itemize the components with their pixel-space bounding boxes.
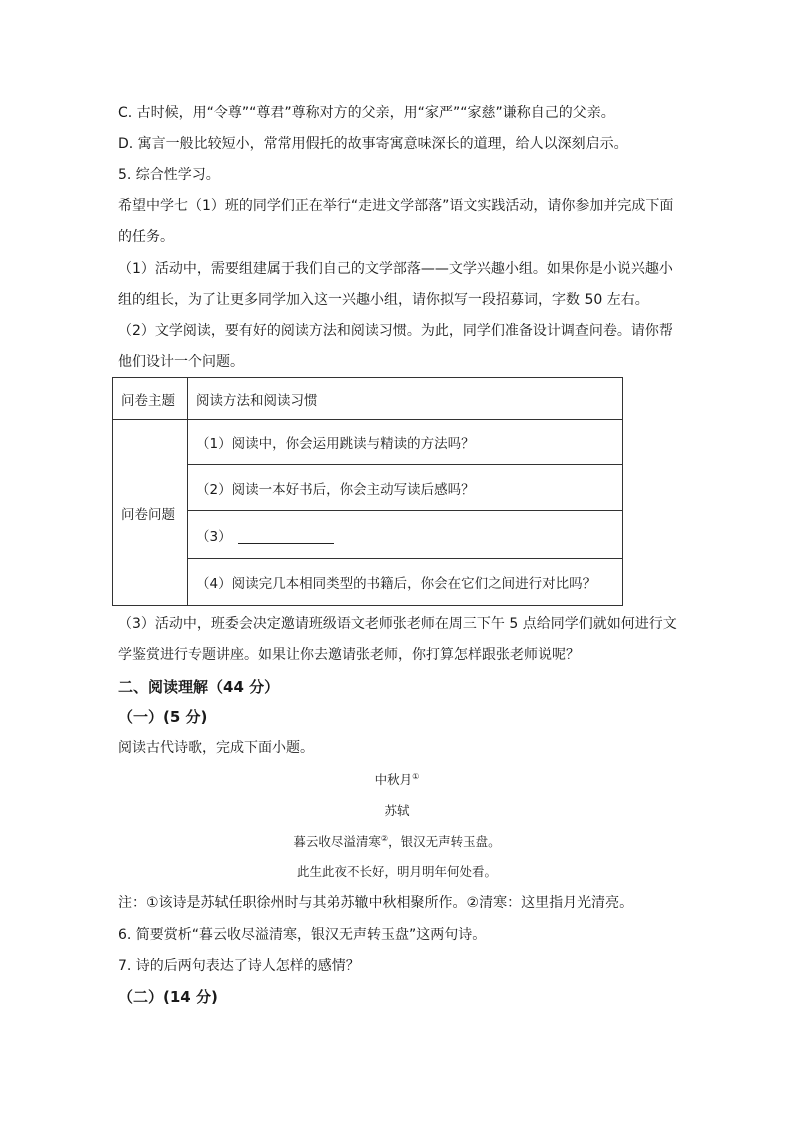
survey-question-4: （4）阅读完几本相同类型的书籍后，你会在它们之间进行对比吗？ — [188, 559, 623, 606]
theme-value: 阅读方法和阅读习惯 — [188, 378, 623, 420]
intro-line-2: 的任务。 — [118, 229, 174, 245]
poem-line-1b: ，银汉无声转玉盘。 — [388, 834, 501, 849]
part-2-heading: （二）(14 分) — [118, 988, 218, 1006]
questions-label: 问卷问题 — [113, 420, 188, 606]
poem-line-1a: 暮云收尽溢清寒 — [293, 834, 381, 849]
intro-line-1: 希望中学七（1）班的同学们正在举行“走进文学部落”语文实践活动，请你参加并完成下面 — [118, 198, 674, 214]
poem-title-note: ① — [412, 771, 420, 781]
poem-line-1 — [0, 832, 794, 850]
task-3-line-1: （3）活动中，班委会决定邀请班级语文老师张老师在周三下午 5 点给同学们就如何进行文 — [118, 616, 677, 632]
reading-instruction: 阅读古代诗歌，完成下面小题。 — [118, 740, 314, 756]
poem-author: 苏轼 — [384, 803, 410, 818]
question-5: 5. 综合性学习。 — [118, 167, 220, 183]
part-1-heading: （一）(5 分) — [118, 708, 208, 726]
task-1-line-1: （1）活动中，需要组建属于我们自己的文学部落——文学兴趣小组。如果你是小说兴趣小 — [118, 261, 673, 277]
task-2-line-2: 他们设计一个问题。 — [118, 354, 244, 370]
question-6: 6. 简要赏析“暮云收尽溢清寒，银汉无声转玉盘”这两句诗。 — [118, 927, 487, 943]
task-3-line-2: 学鉴赏进行专题讲座。如果让你去邀请张老师，你打算怎样跟张老师说呢？ — [118, 647, 580, 663]
survey-question-3 — [188, 511, 623, 559]
question-7: 7. 诗的后两句表达了诗人怎样的感情？ — [118, 958, 360, 974]
survey-question-2: （2）阅读一本好书后，你会主动写读后感吗？ — [188, 465, 623, 511]
survey-question-3-label: （3） — [196, 528, 232, 545]
task-1-line-2: 组的组长，为了让更多同学加入这一兴趣小组，请你拟写一段招募词，字数 50 左右。 — [118, 292, 649, 308]
answer-blank[interactable] — [238, 529, 334, 544]
poem-note: 注：①该诗是苏轼任职徐州时与其弟苏辙中秋相聚所作。②清寒：这里指月光清亮。 — [118, 895, 634, 911]
poem-line-2: 此生此夜不长好，明月明年何处看。 — [296, 864, 497, 879]
poem-title — [0, 770, 794, 788]
task-2-line-1: （2）文学阅读，要有好的阅读方法和阅读习惯。为此，同学们准备设计调查问卷。请你帮 — [118, 323, 673, 339]
option-c: C. 古时候，用“令尊”“尊君”尊称对方的父亲，用“家严”“家慈”谦称自己的父亲。 — [118, 105, 615, 121]
survey-question-1: （1）阅读中，你会运用跳读与精读的方法吗？ — [188, 420, 623, 465]
theme-label: 问卷主题 — [113, 378, 188, 420]
poem-title-text: 中秋月 — [374, 772, 413, 787]
survey-table — [112, 377, 623, 606]
option-d: D. 寓言一般比较短小，常常用假托的故事寄寓意味深长的道理，给人以深刻启示。 — [118, 136, 628, 152]
poem-line-1-note: ② — [380, 833, 389, 843]
section-heading: 二、阅读理解（44 分） — [118, 678, 280, 696]
